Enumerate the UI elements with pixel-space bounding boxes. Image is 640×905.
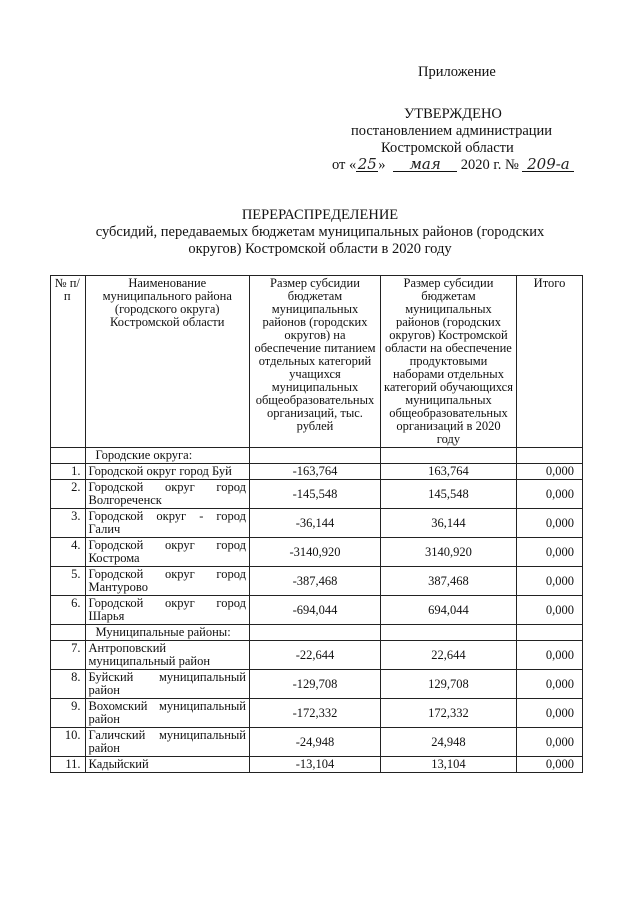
document-title: ПЕРЕРАСПРЕДЕЛЕНИЕ <box>241 207 399 223</box>
document-number: 209-а <box>522 157 574 172</box>
row-subsidy-kits: 694,044 <box>380 596 516 625</box>
table-row <box>51 480 583 509</box>
row-total: 0,000 <box>516 538 582 567</box>
row-subsidy-kits: 13,104 <box>380 757 516 773</box>
table-row <box>51 464 583 480</box>
row-subsidy-kits: 163,764 <box>380 464 516 480</box>
row-subsidy-meals: -694,044 <box>249 596 380 625</box>
date-year: 2020 г. № <box>460 157 519 173</box>
row-number: 5. <box>51 567 86 596</box>
row-subsidy-kits: 129,708 <box>380 670 516 699</box>
row-subsidy-meals: -172,332 <box>249 699 380 728</box>
row-number: 7. <box>51 641 86 670</box>
row-total: 0,000 <box>516 567 582 596</box>
row-subsidy-kits: 24,948 <box>380 728 516 757</box>
row-subsidy-meals: -387,468 <box>249 567 380 596</box>
row-number: 9. <box>51 699 86 728</box>
date-line <box>332 157 574 173</box>
appendix-label: Приложение <box>418 64 496 80</box>
title-line-2: округов) Костромской области в 2020 году <box>188 241 452 257</box>
table-row <box>51 567 583 596</box>
row-subsidy-meals: -36,144 <box>249 509 380 538</box>
row-number: 1. <box>51 464 86 480</box>
row-subsidy-meals: -3140,920 <box>249 538 380 567</box>
row-subsidy-kits: 145,548 <box>380 480 516 509</box>
row-name: Городской округ город Буй <box>85 464 249 480</box>
row-name: Городской округ город Кострома <box>85 538 249 567</box>
row-name: Городской округ город Шарья <box>85 596 249 625</box>
section-cell-blank <box>380 448 516 464</box>
row-subsidy-kits: 22,644 <box>380 641 516 670</box>
date-month: мая <box>393 157 457 172</box>
row-name: Буйский муниципальный район <box>85 670 249 699</box>
table-row <box>51 596 583 625</box>
col-header-name: Наименование муниципального района (городского округа) Костромской области <box>85 276 249 448</box>
row-total: 0,000 <box>516 641 582 670</box>
row-number: 2. <box>51 480 86 509</box>
row-name: Кадыйский <box>85 757 249 773</box>
row-total: 0,000 <box>516 480 582 509</box>
row-name: Городской округ город Волгореченск <box>85 480 249 509</box>
date-day: 25 <box>357 155 377 173</box>
row-number: 11. <box>51 757 86 773</box>
row-subsidy-meals: -145,548 <box>249 480 380 509</box>
section-cell-blank <box>516 448 582 464</box>
row-total: 0,000 <box>516 464 582 480</box>
row-name: Вохомский муниципальный район <box>85 699 249 728</box>
approved-label: УТВЕРЖДЕНО <box>404 106 502 122</box>
col-header-no: № п/п <box>51 276 86 448</box>
section-label-municipal: Муниципальные районы: <box>85 625 249 641</box>
section-label-urban: Городские округа: <box>85 448 249 464</box>
table-header-row <box>51 276 583 448</box>
section-row-urban <box>51 448 583 464</box>
row-subsidy-kits: 387,468 <box>380 567 516 596</box>
section-cell-blank <box>249 625 380 641</box>
section-cell-blank <box>380 625 516 641</box>
table-row <box>51 641 583 670</box>
subsidy-table <box>50 275 583 773</box>
date-prefix: от « <box>332 157 357 173</box>
row-total: 0,000 <box>516 670 582 699</box>
title-line-1: субсидий, передаваемых бюджетам муниципальных районов (городских <box>95 224 545 240</box>
row-number: 6. <box>51 596 86 625</box>
row-subsidy-meals: -163,764 <box>249 464 380 480</box>
table-row <box>51 670 583 699</box>
row-subsidy-meals: -22,644 <box>249 641 380 670</box>
row-total: 0,000 <box>516 509 582 538</box>
row-name: Городской округ - город Галич <box>85 509 249 538</box>
section-cell-blank <box>516 625 582 641</box>
row-subsidy-kits: 3140,920 <box>380 538 516 567</box>
row-name: Антроповский муниципальный район <box>85 641 249 670</box>
row-number: 3. <box>51 509 86 538</box>
table-row <box>51 728 583 757</box>
row-total: 0,000 <box>516 757 582 773</box>
table-row <box>51 538 583 567</box>
row-total: 0,000 <box>516 596 582 625</box>
section-cell-blank <box>51 448 86 464</box>
resolution-line: постановлением администрации <box>351 123 553 139</box>
row-subsidy-meals: -24,948 <box>249 728 380 757</box>
col-header-subsidy-meals: Размер субсидии бюджетам муниципальных районов (городских округов) на обеспечение питанием отдельных категорий учащихся муниципальных общеобразовательных организаций, тыс. рублей <box>249 276 380 448</box>
section-row-municipal <box>51 625 583 641</box>
row-subsidy-kits: 172,332 <box>380 699 516 728</box>
table-row <box>51 757 583 773</box>
row-total: 0,000 <box>516 699 582 728</box>
section-cell-blank <box>249 448 380 464</box>
row-subsidy-meals: -13,104 <box>249 757 380 773</box>
col-header-subsidy-kits: Размер субсидии бюджетам муниципальных районов (городских округов) Костромской области на обеспечение продуктовыми наборами отдельных категорий обучающихся муниципальных общеобразовательных организаций в 2020 году <box>380 276 516 448</box>
row-number: 8. <box>51 670 86 699</box>
col-header-total: Итого <box>516 276 582 448</box>
row-subsidy-kits: 36,144 <box>380 509 516 538</box>
row-total: 0,000 <box>516 728 582 757</box>
table-row <box>51 509 583 538</box>
row-name: Галичский муниципальный район <box>85 728 249 757</box>
row-subsidy-meals: -129,708 <box>249 670 380 699</box>
date-mid: » <box>378 157 386 173</box>
section-cell-blank <box>51 625 86 641</box>
table-row <box>51 699 583 728</box>
row-number: 10. <box>51 728 86 757</box>
region-line: Костромской области <box>381 140 514 156</box>
row-number: 4. <box>51 538 86 567</box>
row-name: Городской округ город Мантурово <box>85 567 249 596</box>
